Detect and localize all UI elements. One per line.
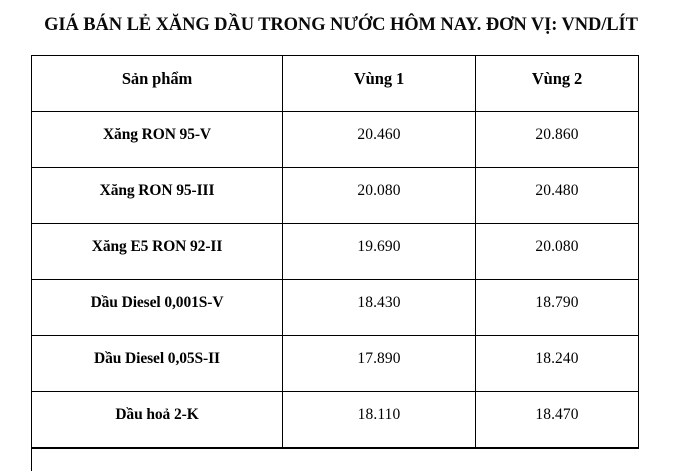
cell-region2-price bbox=[476, 280, 639, 336]
product-name-text: Dầu Diesel 0,001S-V bbox=[90, 294, 224, 311]
column-header-region2-label: Vùng 2 bbox=[531, 69, 583, 88]
table-row bbox=[32, 112, 639, 168]
region1-price-text: 17.890 bbox=[357, 350, 401, 367]
region2-price-text: 18.470 bbox=[535, 406, 579, 423]
product-name-text: Dầu Diesel 0,05S-II bbox=[94, 350, 220, 367]
cell-region1-price bbox=[283, 224, 476, 280]
cell-region1-price bbox=[283, 112, 476, 168]
cell-region1-price bbox=[283, 280, 476, 336]
region1-price-text: 18.430 bbox=[357, 294, 401, 311]
page-title: GIÁ BÁN LẺ XĂNG DẦU TRONG NƯỚC HÔM NAY. ĐƠN VỊ: VND/LÍT bbox=[44, 15, 638, 35]
cell-region2-price bbox=[476, 112, 639, 168]
cell-product-name bbox=[32, 168, 283, 224]
region2-price-text: 20.860 bbox=[535, 126, 579, 143]
cell-region2-price bbox=[476, 224, 639, 280]
cell-region1-price bbox=[283, 392, 476, 449]
cell-region2-price bbox=[476, 336, 639, 392]
region2-price-text: 20.480 bbox=[535, 182, 579, 199]
column-header-region1-label: Vùng 1 bbox=[353, 69, 405, 88]
cell-product-name bbox=[32, 392, 283, 449]
region1-price-text: 19.690 bbox=[357, 238, 401, 255]
product-name-text: Dầu hoả 2-K bbox=[115, 406, 199, 423]
table-row bbox=[32, 280, 639, 336]
cell-product-name bbox=[32, 112, 283, 168]
region2-price-text: 20.080 bbox=[535, 238, 579, 255]
cell-product-name bbox=[32, 280, 283, 336]
column-header-region1 bbox=[283, 56, 476, 112]
column-header-product-label: Sản phẩm bbox=[121, 69, 193, 88]
column-header-product bbox=[32, 56, 283, 112]
region2-price-text: 18.240 bbox=[535, 350, 579, 367]
table-row bbox=[32, 336, 639, 392]
region2-price-text: 18.790 bbox=[535, 294, 579, 311]
product-name-text: Xăng RON 95-III bbox=[99, 182, 215, 199]
column-header-region2 bbox=[476, 56, 639, 112]
cell-region2-price bbox=[476, 168, 639, 224]
cell-product-name bbox=[32, 336, 283, 392]
cell-product-name bbox=[32, 224, 283, 280]
table-row bbox=[32, 392, 639, 449]
fuel-price-table bbox=[31, 55, 639, 449]
cell-region1-price bbox=[283, 168, 476, 224]
region1-price-text: 18.110 bbox=[357, 406, 401, 423]
region1-price-text: 20.460 bbox=[357, 126, 401, 143]
cell-region2-price bbox=[476, 392, 639, 449]
table-header-row bbox=[32, 56, 639, 112]
fuel-price-table-container bbox=[31, 55, 635, 440]
cell-region1-price bbox=[283, 336, 476, 392]
product-name-text: Xăng RON 95-V bbox=[102, 126, 212, 143]
table-row bbox=[32, 168, 639, 224]
region1-price-text: 20.080 bbox=[357, 182, 401, 199]
text-cursor-caret bbox=[31, 442, 32, 471]
table-body bbox=[32, 56, 639, 449]
product-name-text: Xăng E5 RON 92-II bbox=[91, 238, 223, 255]
table-row bbox=[32, 224, 639, 280]
